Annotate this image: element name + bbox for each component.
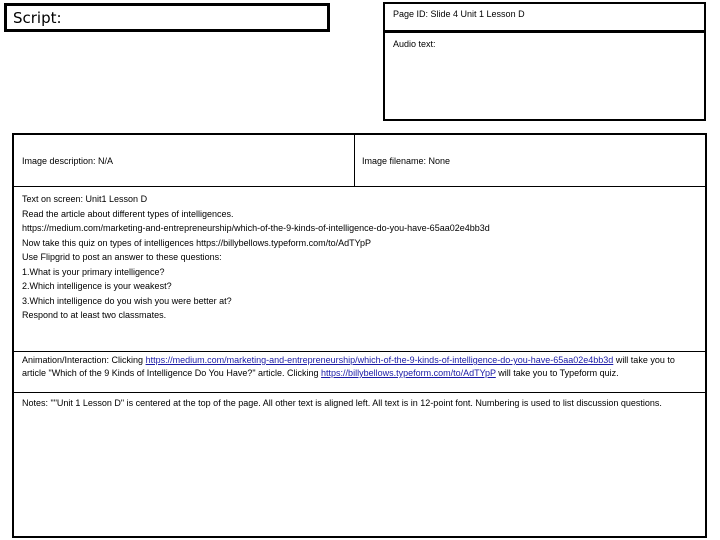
text-line: Text on screen: Unit1 Lesson D bbox=[22, 194, 148, 204]
page-id: Page ID: Slide 4 Unit 1 Lesson D bbox=[393, 9, 525, 19]
notes-cell bbox=[14, 393, 705, 538]
text-line: Respond to at least two classmates. bbox=[22, 310, 167, 320]
animation-cell bbox=[14, 352, 705, 393]
medium-article-link[interactable]: https://medium.com/marketing-and-entrepreneurship/which-of-the-9-kinds-of-intelligence-do-you-have-65aa02e4bb3d bbox=[145, 355, 614, 365]
image-row bbox=[14, 135, 705, 187]
storyboard-table bbox=[12, 133, 707, 538]
animation-middle: will take you to article "Which of the 9 Kinds of Intelligence Do You Have?" article. Clicking bbox=[22, 355, 675, 378]
animation-prefix: Animation/Interaction: Clicking bbox=[22, 355, 146, 365]
typeform-quiz-link[interactable]: https://billybellows.typeform.com/to/AdTYpP bbox=[321, 368, 496, 378]
text-line: Read the article about different types of intelligences. bbox=[22, 208, 234, 219]
animation-suffix: will take you to Typeform quiz. bbox=[495, 368, 619, 378]
audio-text-box bbox=[383, 31, 706, 121]
script-label: Script: bbox=[13, 9, 62, 27]
text-line: 3.Which intelligence do you wish you were better at? bbox=[22, 295, 232, 306]
text-on-screen-cell bbox=[14, 187, 705, 352]
script-label-box bbox=[4, 3, 330, 32]
audio-text-label: Audio text: bbox=[393, 39, 436, 49]
text-line: 2.Which intelligence is your weakest? bbox=[22, 281, 172, 291]
image-filename-cell bbox=[355, 135, 705, 186]
text-line: 1.What is your primary intelligence? bbox=[22, 266, 165, 277]
image-filename: Image filename: None bbox=[362, 156, 451, 166]
image-description: Image description: N/A bbox=[22, 156, 114, 166]
text-line: Use Flipgrid to post an answer to these questions: bbox=[22, 252, 222, 262]
text-line: Now take this quiz on types of intelligences https://billybellows.typeform.com/to/AdTYpP bbox=[22, 237, 371, 248]
text-line: https://medium.com/marketing-and-entrepreneurship/which-of-the-9-kinds-of-intelligence-do-you-have-65aa02e4bb3d bbox=[22, 223, 490, 233]
page-id-box bbox=[383, 2, 706, 32]
notes-text: Notes: ""Unit 1 Lesson D" is centered at the top of the page. All other text is aligned left. All text is in 12-point font. Numbering is used to list discussion questions. bbox=[22, 398, 662, 408]
image-description-cell bbox=[14, 135, 355, 186]
